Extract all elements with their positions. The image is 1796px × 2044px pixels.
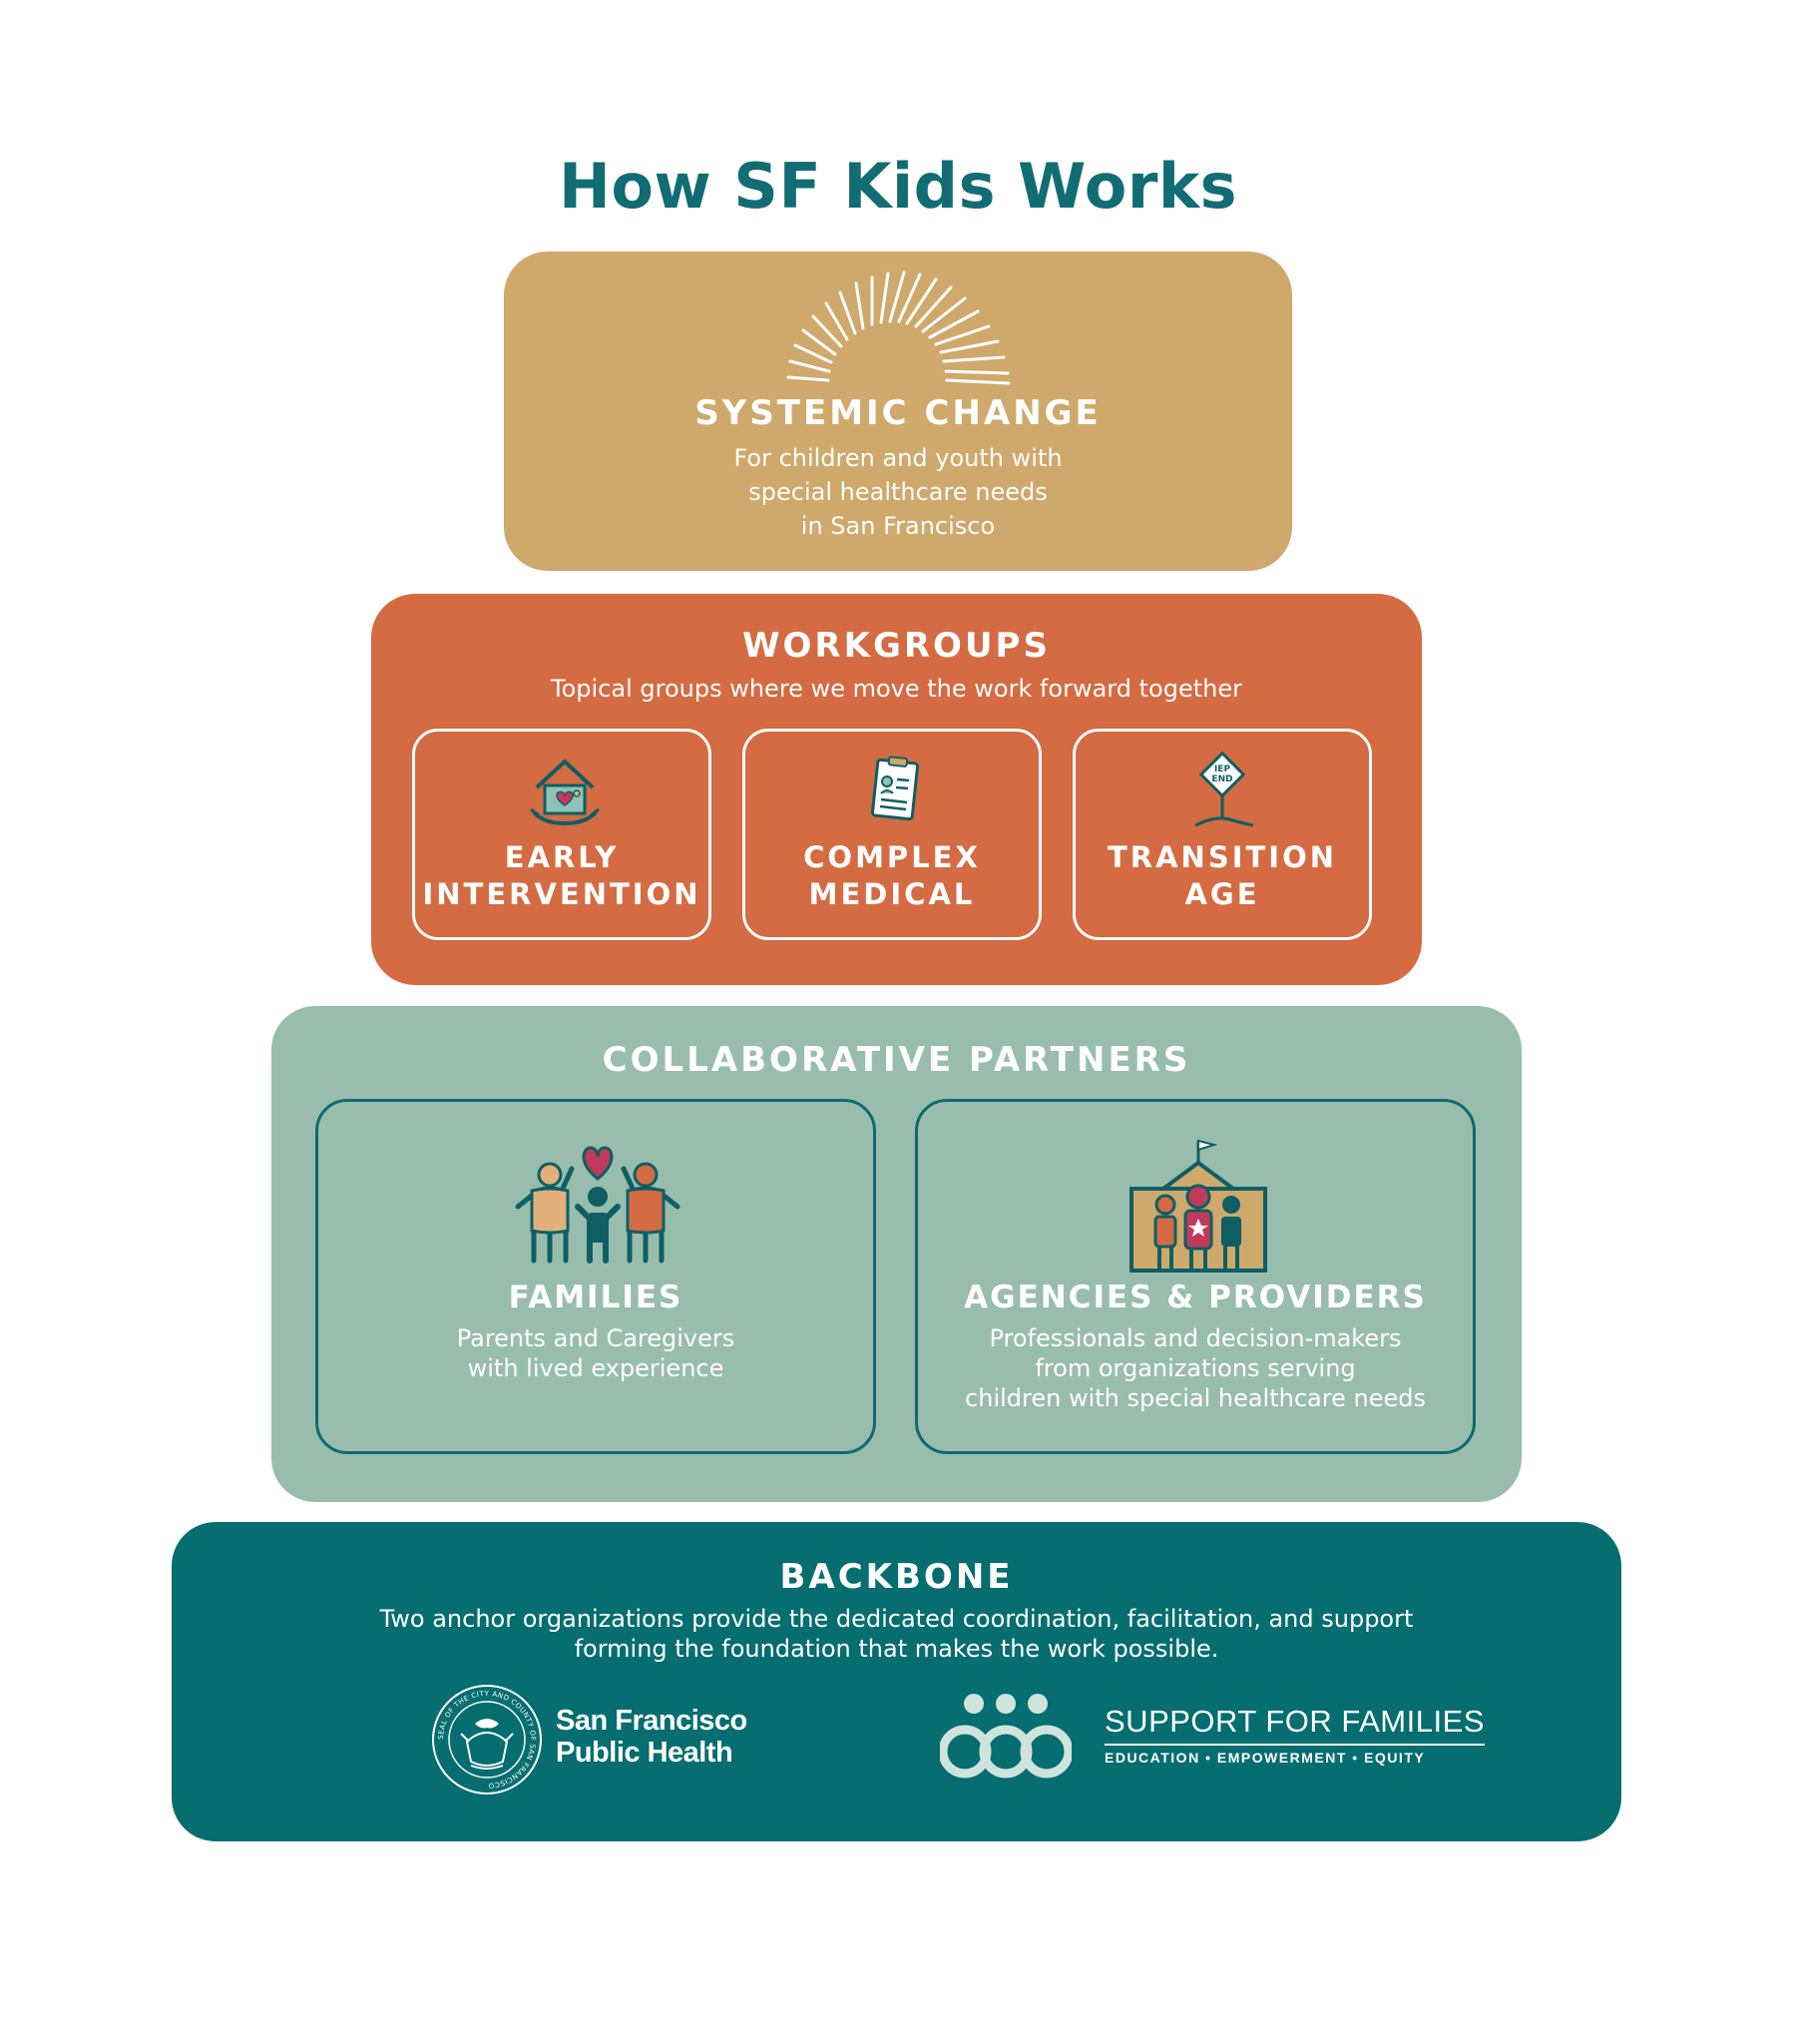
workgroup-label-line-1: TRANSITION (1108, 840, 1337, 874)
sfph-name-line-2: Public Health (556, 1737, 733, 1769)
agencies-heading: AGENCIES & PROVIDERS (964, 1279, 1427, 1315)
agencies-line-2: from organizations serving (1035, 1354, 1356, 1382)
iep-end-sign-icon (1185, 752, 1265, 831)
sunrise-icon (783, 265, 1013, 385)
svg-text:SEAL OF THE CITY AND COUNTY OF (437, 1690, 537, 1789)
workgroup-early-intervention (412, 729, 711, 940)
systemic-change-heading: SYSTEMIC CHANGE (694, 393, 1102, 433)
clipboard-icon (855, 752, 935, 831)
families-heading: FAMILIES (508, 1279, 683, 1315)
workgroup-label-line-1: EARLY (504, 840, 620, 874)
family-heart-icon (508, 1137, 687, 1267)
support-for-families-logo-icon (940, 1690, 1072, 1789)
backbone-tier (172, 1522, 1621, 1841)
house-hands-icon (525, 752, 605, 831)
workgroups-heading: WORKGROUPS (742, 626, 1051, 666)
families-line-2: with lived experience (467, 1354, 724, 1382)
agencies-line-1: Professionals and decision-makers (989, 1324, 1402, 1352)
workgroup-label-line-1: COMPLEX (803, 840, 981, 874)
backbone-line-1: Two anchor organizations provide the dedicated coordination, facilitation, and support (379, 1605, 1414, 1633)
sfph-name-line-1: San Francisco (556, 1705, 747, 1737)
sign-text-iep: IEP (1213, 765, 1231, 774)
sf-seal-icon (431, 1684, 543, 1795)
workgroup-transition-age (1073, 729, 1372, 940)
partner-families (315, 1099, 876, 1454)
school-people-icon (1127, 1137, 1269, 1277)
workgroup-label-line-2: MEDICAL (808, 877, 976, 911)
backbone-line-2: forming the foundation that makes the work possible. (574, 1635, 1219, 1663)
families-description (318, 1323, 873, 1383)
workgroup-early-intervention-label (415, 839, 708, 913)
support-for-families-tagline: EDUCATION • EMPOWERMENT • EQUITY (1105, 1750, 1426, 1766)
workgroups-description: Topical groups where we move the work forward together (551, 675, 1242, 703)
sign-text-end: END (1211, 774, 1233, 784)
systemic-change-description (504, 441, 1292, 543)
workgroup-label-line-2: AGE (1184, 877, 1260, 911)
systemic-change-tier (504, 252, 1292, 571)
families-line-1: Parents and Caregivers (456, 1324, 735, 1352)
workgroup-transition-age-label (1076, 839, 1369, 913)
workgroup-label-line-2: INTERVENTION (422, 877, 701, 911)
sf-public-health-logo (556, 1705, 747, 1769)
agencies-description (918, 1323, 1473, 1413)
agencies-line-3: children with special healthcare needs (965, 1384, 1426, 1412)
sf-seal-text: SEAL OF THE CITY AND COUNTY OF SAN FRANCISCO (436, 1689, 538, 1790)
systemic-line-1: For children and youth with (733, 444, 1063, 472)
systemic-line-2: special healthcare needs (748, 478, 1048, 506)
collaborative-partners-heading: COLLABORATIVE PARTNERS (602, 1040, 1191, 1080)
partner-agencies-providers (915, 1099, 1476, 1454)
systemic-line-3: in San Francisco (800, 512, 996, 540)
workgroup-complex-medical-label (745, 839, 1039, 913)
workgroups-tier (371, 594, 1422, 985)
collaborative-partners-tier (271, 1006, 1522, 1502)
page-title: How SF Kids Works (558, 150, 1238, 223)
support-for-families-name: SUPPORT FOR FAMILIES (1105, 1704, 1485, 1746)
workgroup-complex-medical (742, 729, 1042, 940)
backbone-description (172, 1604, 1621, 1664)
backbone-heading: BACKBONE (779, 1557, 1014, 1597)
